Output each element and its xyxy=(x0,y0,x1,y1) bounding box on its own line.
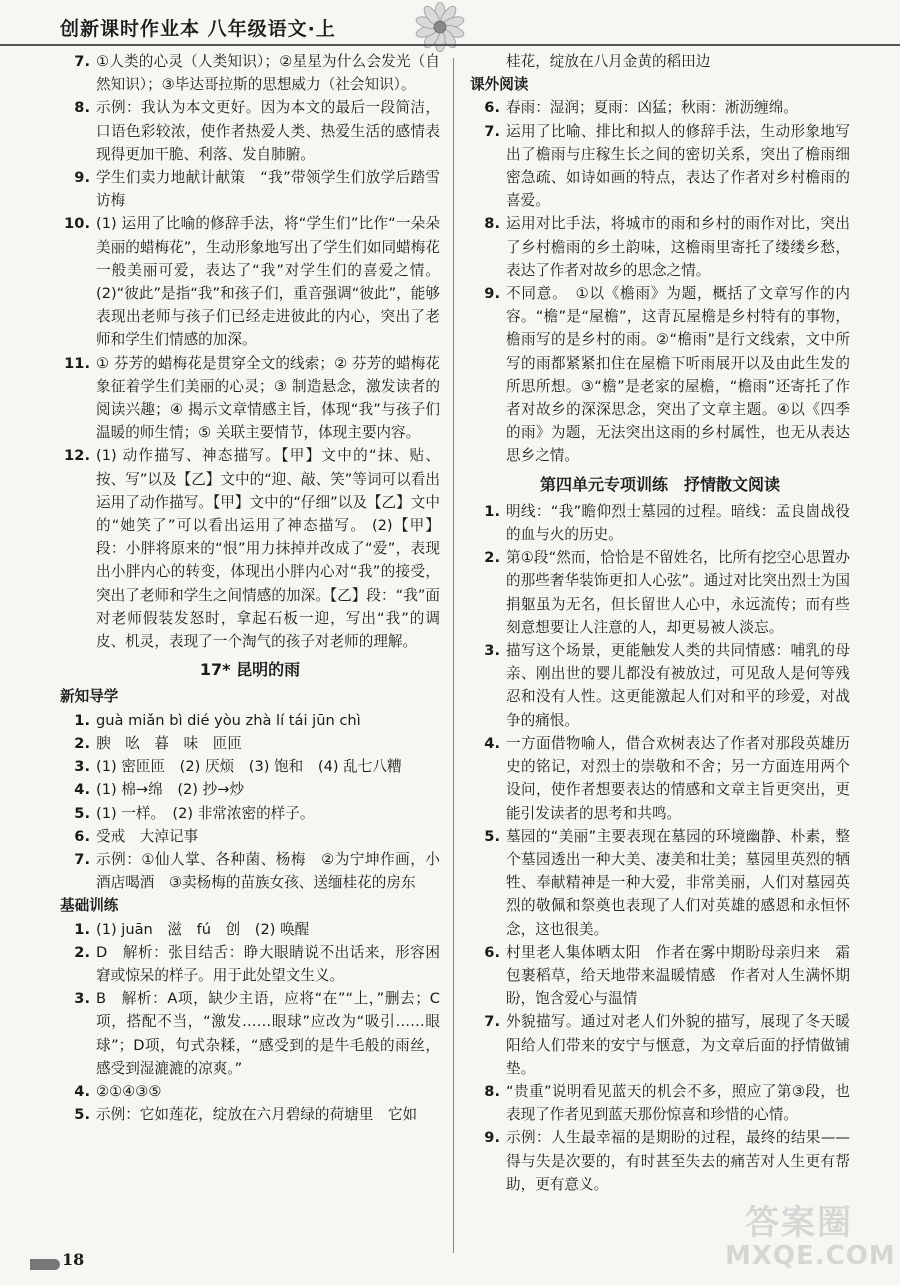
answer-item xyxy=(470,1010,850,1080)
answer-number: 8. xyxy=(484,1082,500,1100)
answer-text: (1) 动作描写、神态描写。【甲】文中的“抹、贴、按、写”以及【乙】文中的“迎、敲、笑”等词可以看出运用了动作描写。【甲】文中的“仔细”以及【乙】文中的“她笑了”可以看出运用了神态描写。 (2)【甲】段：小胖将原来的“恨”用力抹掉并改成了“爱”，表现出小胖内心的转变，体现出小胖内心对“我”的接受，突出了老师和学生之间情感的加深。【乙】段：“我”面对老师假装发怒时，拿起石板一迎，写出“我”的调皮、机灵，表现了一个淘气的孩子对老师的理解。 xyxy=(96,447,440,651)
answer-text: 一方面借物喻人，借合欢树表达了作者对那段英雄历史的铭记，对烈士的崇敬和不舍；另一方面连用两个设问，使作者想要表达的情感和文章主旨更突出，更能引发读者的思考和共鸣。 xyxy=(506,734,850,822)
answer-item xyxy=(60,444,440,653)
answer-text: 受戒 大淖记事 xyxy=(96,827,199,845)
answer-item xyxy=(60,918,440,941)
answer-item xyxy=(60,50,440,96)
answer-number: 2. xyxy=(74,734,90,752)
answer-number: 2. xyxy=(74,943,90,961)
answer-number: 8. xyxy=(484,215,500,233)
answer-number: 11. xyxy=(64,354,90,372)
answer-number: 1. xyxy=(74,711,90,729)
answer-text: 外貌描写。通过对老人们外貌的描写，展现了冬天暖阳给人们带来的安宁与惬意，为文章后面的抒情做铺垫。 xyxy=(506,1013,850,1077)
answer-item xyxy=(60,848,440,894)
answer-item xyxy=(470,941,850,1011)
answer-text: (1) 棉→绵 (2) 抄→炒 xyxy=(96,781,245,799)
answer-number: 3. xyxy=(74,758,90,776)
answer-number: 9. xyxy=(484,1129,500,1147)
answer-text: 腴 吆 暮 味 匝匝 xyxy=(96,734,242,752)
watermark-text: 答案圈 xyxy=(745,1203,853,1243)
answer-text: 运用对比手法，将城市的雨和乡村的雨作对比，突出了乡村檐雨的乡土韵味，这檐雨里寄托了缕缕乡愁，表达了作者对故乡的思念之情。 xyxy=(506,215,850,279)
answer-item xyxy=(60,352,440,445)
continued-text: 桂花，绽放在八月金黄的稻田边 xyxy=(506,53,711,70)
section-heading-extra: 课外阅读 xyxy=(470,76,529,94)
answer-number: 6. xyxy=(484,99,500,117)
answer-text: B 解析：A项，缺少主语，应将“在”“上，”删去；C项，搭配不当，“激发……眼球”应改为“吸引……眼球”；D项，句式杂糅，“感受到的是牛毛般的雨丝，感受到湿漉漉的凉爽。” xyxy=(96,990,440,1077)
answer-number: 3. xyxy=(484,642,500,660)
left-column xyxy=(60,50,440,1126)
answer-number: 6. xyxy=(74,827,90,845)
answer-number: 3. xyxy=(74,990,90,1008)
answer-number: 8. xyxy=(74,99,90,117)
unit-title: 第四单元专项训练 抒情散文阅读 xyxy=(539,474,780,494)
answer-text: (1) 密匝匝 (2) 厌烦 (3) 饱和 (4) 乱七八糟 xyxy=(96,758,402,776)
answer-number: 12. xyxy=(64,447,90,465)
answer-text: 第①段“然而，恰恰是不留姓名，比所有挖空心思置办的那些奢华装饰更扣人心弦”。通过对比突出烈士为国捐躯虽为无名，但长留世人心中，永远流传；而有些刻意想要让人注意的人，却更易被人淡忘。 xyxy=(506,549,850,636)
answer-text: guà miǎn bì dié yòu zhà lí tái jūn chì xyxy=(96,711,361,729)
answer-item xyxy=(470,96,850,119)
answer-item xyxy=(470,212,850,282)
answer-list-extra xyxy=(470,96,850,467)
answer-item xyxy=(470,282,850,468)
answer-number: 1. xyxy=(74,920,90,938)
answer-number: 7. xyxy=(74,850,90,868)
answer-item xyxy=(470,1080,850,1126)
answer-text: ①人类的心灵（人类知识）；②星星为什么会发光（自然知识）；③毕达哥拉斯的思想威力（社会知识）。 xyxy=(96,53,440,94)
answer-number: 5. xyxy=(74,804,90,822)
page-header xyxy=(0,0,900,46)
answer-item xyxy=(60,987,440,1080)
answer-number: 9. xyxy=(74,169,90,187)
answer-text: ②①④③⑤ xyxy=(96,1082,162,1100)
book-title: 创新课时作业本 八年级语文·上 xyxy=(60,18,336,40)
section-heading-new: 新知导学 xyxy=(60,688,119,706)
answer-text: 学生们卖力地献计献策 “我”带领学生们放学后踏雪访梅 xyxy=(96,169,440,210)
answer-text: (1) 运用了比喻的修辞手法，将“学生们”比作“一朵朵美丽的蜡梅花”，生动形象地写出了学生们如同蜡梅花一般美丽可爱，表达了“我”对学生们的喜爱之情。 (2)“彼此”是指“我”和孩子们，重音强调“彼此”，能够表现出老师与孩子们已经走进彼此的内心，突出了老师和学生们情感的加深。 xyxy=(96,215,440,349)
right-column xyxy=(470,50,850,1196)
answer-number: 5. xyxy=(74,1106,90,1124)
answer-number: 4. xyxy=(484,734,500,752)
answer-item xyxy=(60,166,440,212)
answer-text: D 解析：张目结舌：睁大眼睛说不出话来，形容困窘或惊呆的样子。用于此处望文生义。 xyxy=(96,943,440,984)
answer-number: 4. xyxy=(74,781,90,799)
answer-text: 明线：“我”瞻仰烈士墓园的过程。暗线：孟良崮战役的血与火的历史。 xyxy=(506,502,850,544)
answer-item xyxy=(470,639,850,732)
answer-text: 墓园的“美丽”主要表现在墓园的环境幽静、朴素，整个墓园透出一种大美、凄美和壮美；墓园里英烈的牺牲、奉献精神是一种大爱，非常美丽，人们对墓园英烈的敬佩和祭奠也表现了人们对英雄的感恩和永恒怀念，这也很美。 xyxy=(506,827,850,938)
answer-number: 9. xyxy=(484,285,500,303)
answer-item xyxy=(470,732,850,825)
section-heading-basic: 基础训练 xyxy=(60,897,119,915)
answer-text: 不同意。 ①以《檐雨》为题，概括了文章写作的内容。“檐”是“屋檐”，这青瓦屋檐是乡村特有的事物，檐雨写的是乡村的雨。②“檐雨”是行文线索，文中所写的雨都紧紧扣住在屋檐下听雨展开以及由此生发的所思所想。③“檐”是老家的屋檐，“檐雨”还寄托了作者对故乡的深深思念，突出了文章主题。④以《四季的雨》为题，无法突出这雨的乡村属性，也无从表达思乡之情。 xyxy=(506,285,850,465)
answer-item xyxy=(60,778,440,801)
answer-list-basic xyxy=(60,918,440,1127)
column-divider xyxy=(453,58,454,1253)
answer-list-unit xyxy=(470,500,850,1196)
answer-item xyxy=(60,732,440,755)
answer-number: 7. xyxy=(74,53,90,70)
answer-number: 10. xyxy=(64,215,90,233)
answer-number: 5. xyxy=(484,827,500,845)
answer-number: 2. xyxy=(484,549,500,567)
answer-item xyxy=(60,802,440,825)
header-rule xyxy=(0,44,900,46)
answer-text: 示例：人生最幸福的是期盼的过程，最终的结果——得与失是次要的，有时甚至失去的痛苦对人生更有帮助，更有意义。 xyxy=(506,1129,850,1193)
answer-item xyxy=(60,755,440,778)
watermark-logo xyxy=(705,1195,895,1280)
answer-text: 描写这个场景，更能触发人类的共同情感：哺乳的母亲、刚出世的婴儿都没有被放过，可见敌人是何等残忍和没有人性。这更能激起人们对和平的珍爱，对战争的痛恨。 xyxy=(506,642,850,729)
answer-item xyxy=(60,1080,440,1103)
answer-text: 运用了比喻、排比和拟人的修辞手法，生动形象地写出了檐雨与庄稼生长之间的密切关系，突出了檐雨细密急疏、如诗如画的特点，表达了作者对乡村檐雨的喜爱。 xyxy=(506,122,850,210)
chapter-title: 17* 昆明的雨 xyxy=(199,660,301,680)
answer-item xyxy=(470,500,850,546)
page-tab-marker xyxy=(30,1259,60,1270)
answer-text: “贵重”说明看见蓝天的机会不多，照应了第③段，也表现了作者见到蓝天那份惊喜和珍惜的心情。 xyxy=(506,1082,850,1124)
answer-item xyxy=(60,212,440,351)
answer-text: (1) 一样。 (2) 非常浓密的样子。 xyxy=(96,804,315,822)
answer-text: 春雨：湿润；夏雨：凶猛；秋雨：淅沥缠绵。 xyxy=(506,99,798,117)
watermark-url: MXQE.COM xyxy=(725,1241,896,1271)
answer-number: 7. xyxy=(484,122,500,140)
answer-text: 示例：它如莲花，绽放在六月碧绿的荷塘里 它如 xyxy=(96,1106,418,1124)
answer-item xyxy=(470,120,850,213)
answer-number: 7. xyxy=(484,1013,500,1031)
answer-item xyxy=(470,1126,850,1196)
answer-list-previous xyxy=(60,50,440,653)
answer-number: 4. xyxy=(74,1082,90,1100)
answer-number: 6. xyxy=(484,943,500,961)
answer-text: 示例：①仙人掌、各种菌、杨梅 ②为宁坤作画，小酒店喝酒 ③卖杨梅的苗族女孩、送缅桂花的房东 xyxy=(96,850,440,892)
answer-item xyxy=(60,825,440,848)
answer-list-new xyxy=(60,709,440,895)
page-number: 18 xyxy=(62,1250,85,1269)
answer-text: (1) juān 滋 fú 创 (2) 唤醒 xyxy=(96,920,310,938)
answer-item xyxy=(60,1103,440,1126)
answer-text: 示例：我认为本文更好。因为本文的最后一段简洁，口语色彩较浓，使作者热爱人类、热爱生活的感情表现得更加干脆、利落、发自肺腑。 xyxy=(96,99,440,163)
answer-text: ① 芬芳的蜡梅花是贯穿全文的线索；② 芬芳的蜡梅花象征着学生们美丽的心灵；③ 制造悬念，激发读者的阅读兴趣；④ 揭示文章情感主旨，体现“我”与孩子们温暖的师生情；⑤ 关联主要情节，体现主要内容。 xyxy=(96,354,440,442)
answer-item xyxy=(470,546,850,639)
answer-item xyxy=(470,825,850,941)
answer-item xyxy=(60,96,440,166)
answer-item xyxy=(60,941,440,987)
answer-text: 村里老人集体晒太阳 作者在雾中期盼母亲归来 霜包裹稻草，给天地带来温暖情感 作者对人生满怀期盼，饱含爱心与温情 xyxy=(506,943,850,1008)
answer-item xyxy=(60,709,440,732)
answer-number: 1. xyxy=(484,502,500,520)
